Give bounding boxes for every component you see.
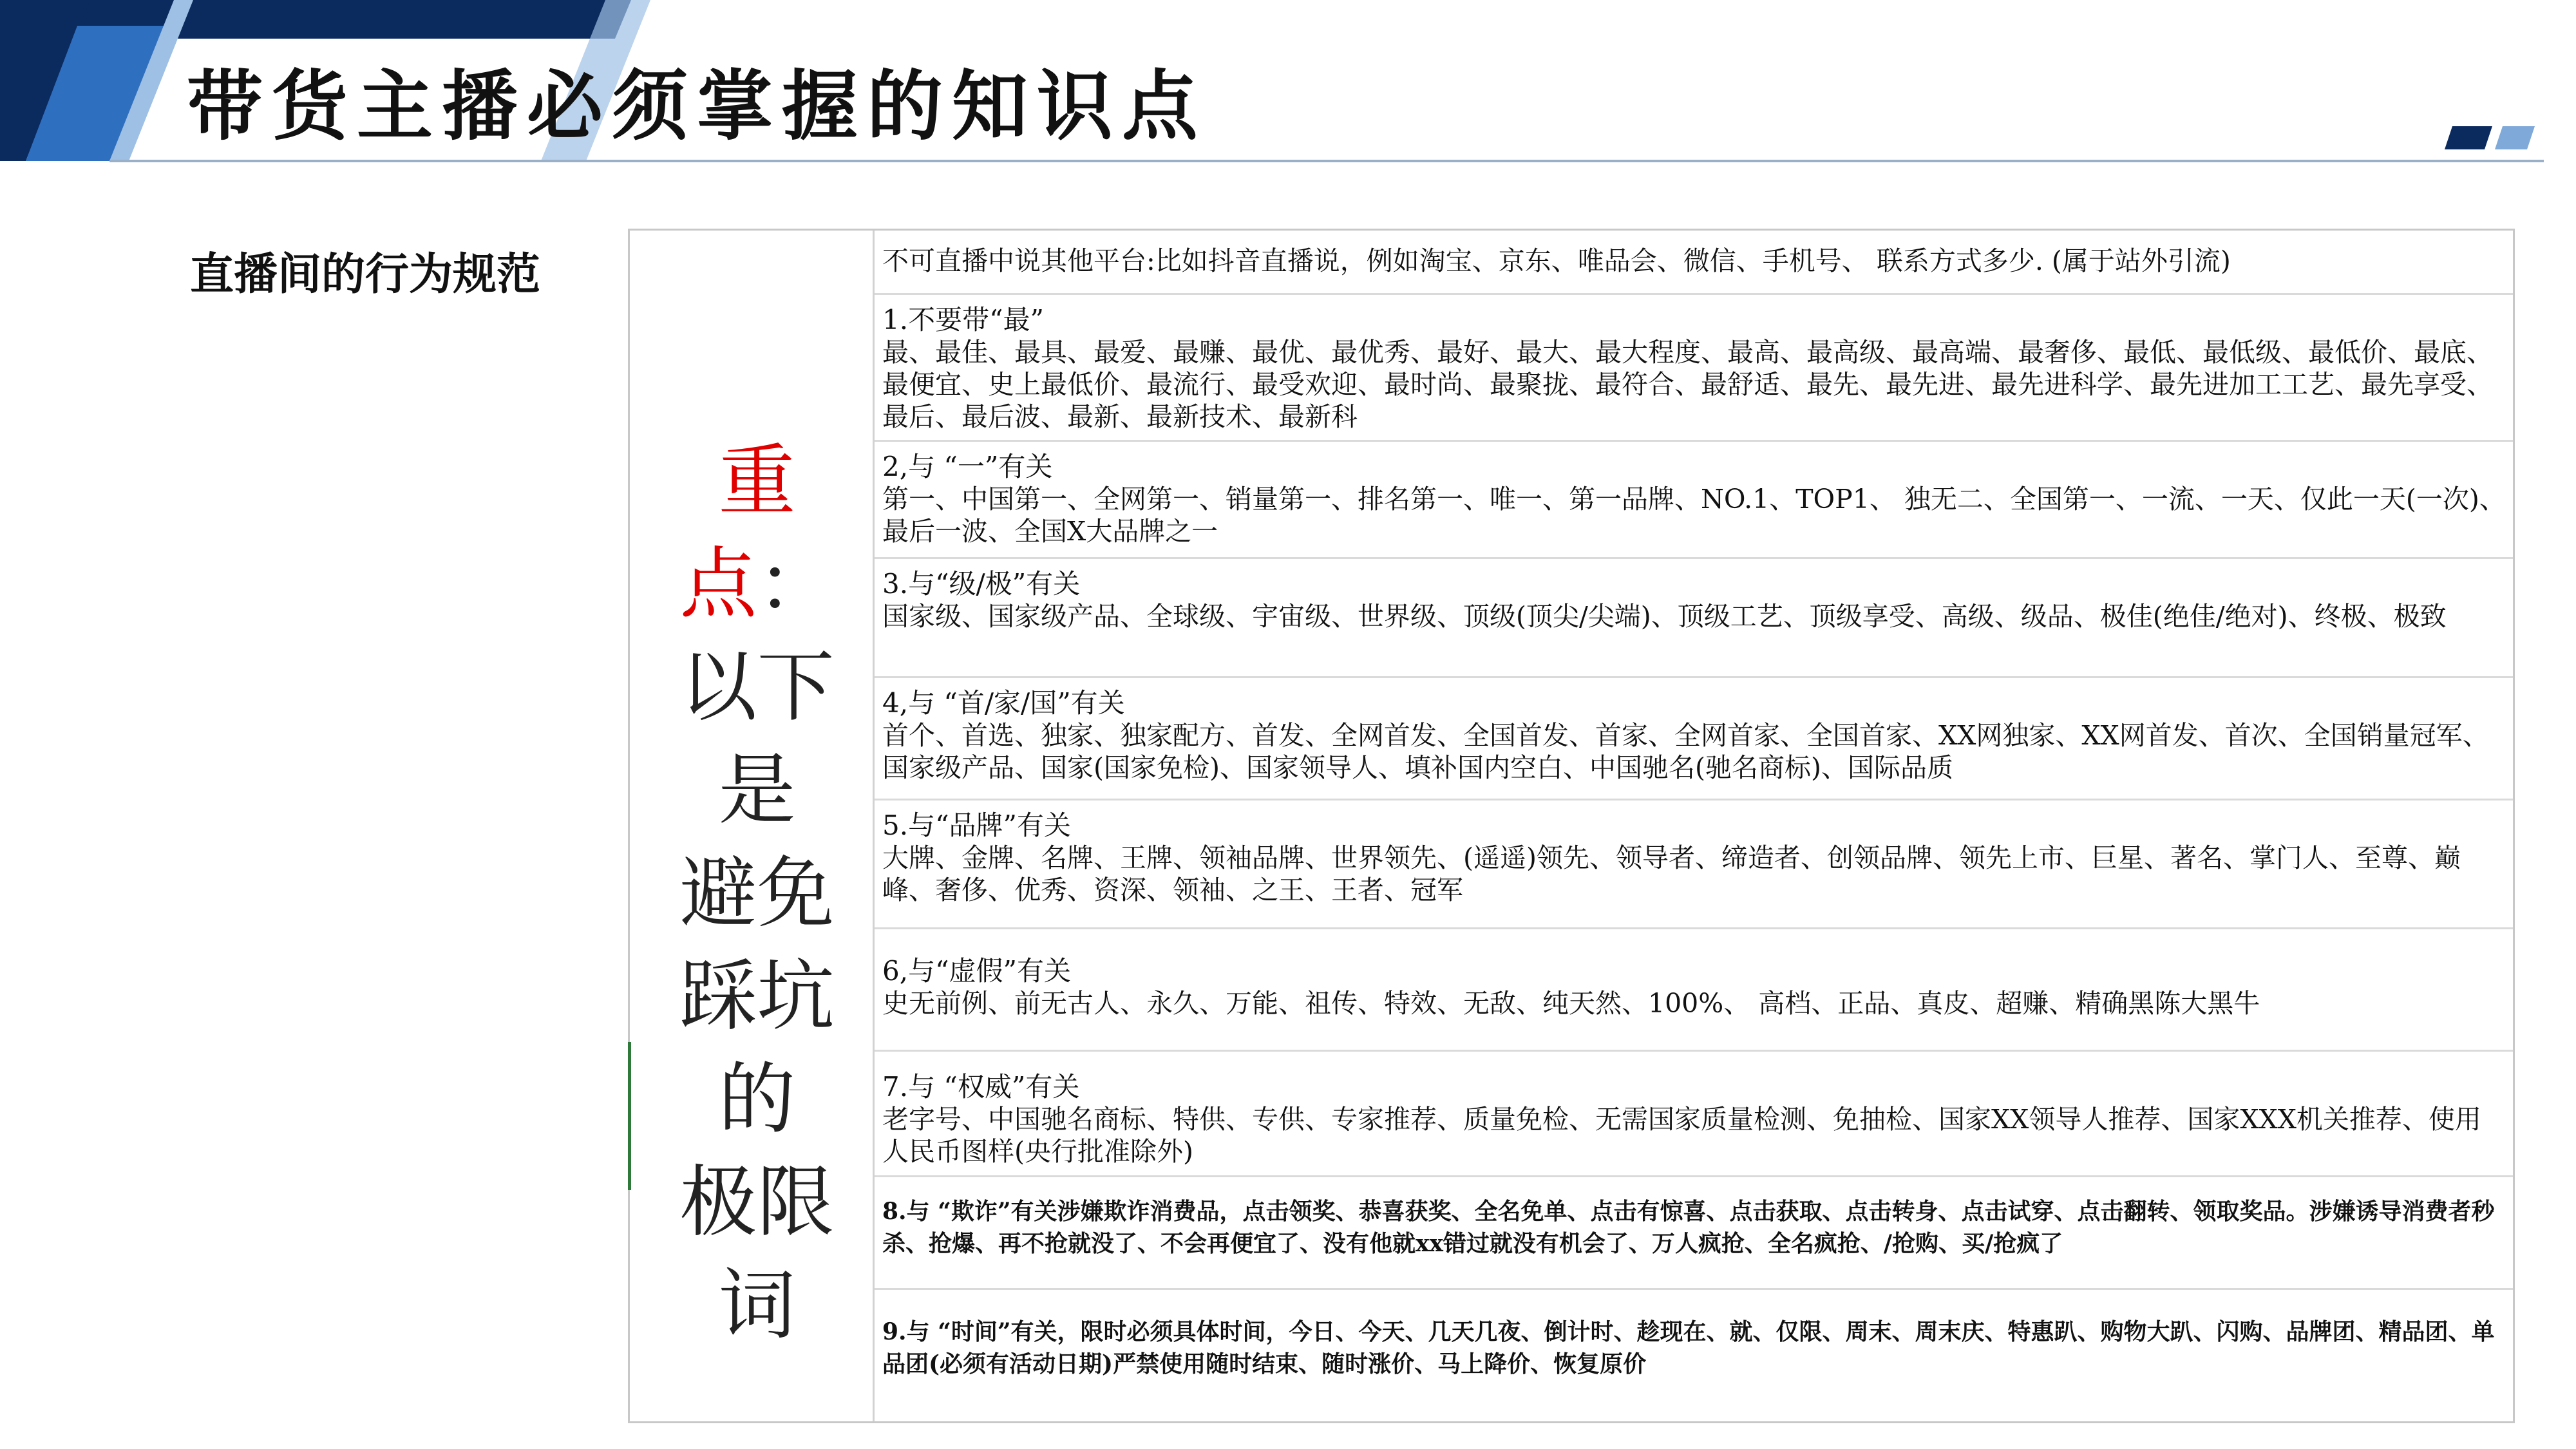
rule-title: 6,与“虚假”有关 <box>882 955 1072 987</box>
note-line: 以下 <box>679 643 835 732</box>
left-note-column <box>630 231 875 1421</box>
rule-title: 7.与 “权威”有关 <box>882 1071 1080 1103</box>
green-marker <box>628 1042 631 1190</box>
rule-row <box>875 559 2513 678</box>
rule-body: 不可直播中说其他平台:比如抖音直播说，例如淘宝、京东、唯品会、微信、手机号、 联系方式多少. (属于站外引流) <box>882 245 2231 276</box>
rule-title: 4,与 “首/家/国”有关 <box>882 687 1125 719</box>
rule-title: 5.与“品牌”有关 <box>882 810 1072 841</box>
rule-body: 第一、中国第一、全网第一、销量第一、排名第一、唯一、第一品牌、NO.1、TOP1、 独无二、全国第一、一流、一天、仅此一天(一次)、最后一波、全国X大品牌之一 <box>882 484 2506 547</box>
emphasis-heading <box>646 430 868 636</box>
rule-body: 老字号、中国驰名商标、特供、专供、专家推荐、质量免检、无需国家质量检测、免抽检、国家XX领导人推荐、国家XXX机关推荐、使用人民币图样(央行批准除外) <box>882 1104 2481 1167</box>
note-line: 词 <box>718 1261 796 1350</box>
note-line: 踩坑 <box>679 952 835 1041</box>
emphasis-note <box>646 430 868 1358</box>
corner-accent-icon <box>2441 124 2537 152</box>
rule-body: 大牌、金牌、名牌、王牌、领袖品牌、世界领先、(遥遥)领先、领导者、缔造者、创领品牌、领先上市、巨星、著名、掌门人、至尊、巅峰、奢侈、优秀、资深、领袖、之王、王者、冠军 <box>882 842 2461 905</box>
rule-row <box>875 1052 2513 1177</box>
rule-body: 史无前例、前无古人、永久、万能、祖传、特效、无敌、纯天然、100%、 高档、正品、真皮、超赚、精确黑陈大黑牛 <box>882 988 2260 1019</box>
rule-row <box>875 800 2513 929</box>
note-line: 避免 <box>679 849 835 938</box>
rule-body: 8.与 “欺诈”有关涉嫌欺诈消费品，点击领奖、恭喜获奖、全名免单、点击有惊喜、点击获取、点击转身、点击试穿、点击翻转、领取奖品。涉嫌诱导消费者秒杀、抢爆、再不抢就没了、不会再便宜了、没有他就xx错过就没有机会了、万人疯抢、全名疯抢、/抢购、买/抢疯了 <box>882 1198 2495 1257</box>
rule-body: 最、最佳、最具、最爱、最赚、最优、最优秀、最好、最大、最大程度、最高、最高级、最高端、最奢侈、最低、最低级、最低价、最底、最便宜、史上最低价、最流行、最受欢迎、最时尚、最聚拢、最符合、最舒适、最先、最先进、最先进科学、最先进加工工艺、最先享受、最后、最后波、最新、最新技术、最新科 <box>882 337 2493 432</box>
rule-row <box>875 231 2513 295</box>
rule-body: 9.与 “时间”有关，限时必须具体时间，今日、今天、几天几夜、倒计时、趁现在、就、仅限、周末、周末庆、特惠趴、购物大趴、闪购、品牌团、精品团、单品团(必须有活动日期)严禁使用随时结束、随时涨价、马上降价、恢复原价 <box>882 1318 2495 1378</box>
rule-title: 3.与“级/极”有关 <box>882 568 1081 600</box>
rule-title: 2,与 “一”有关 <box>882 451 1053 482</box>
page-title: 带货主播必须掌握的知识点 <box>187 62 1208 151</box>
emphasis-colon: ： <box>757 540 835 629</box>
note-line: 是 <box>718 746 796 835</box>
rule-title: 1.不要带“最” <box>882 304 1045 336</box>
rule-body: 首个、首选、独家、独家配方、首发、全网首发、全国首发、首家、全网首家、全国首家、XX网独家、XX网首发、首次、全国销量冠军、国家级产品、国家(国家免检)、国家领导人、填补国内空白、中国驰名(驰名商标)、国际品质 <box>882 720 2489 783</box>
rule-row <box>875 678 2513 800</box>
rule-row <box>875 295 2513 442</box>
header-divider <box>109 160 2544 162</box>
emphasis-word: 重点 <box>679 437 796 629</box>
rule-row <box>875 929 2513 1052</box>
section-label: 直播间的行为规范 <box>190 249 541 300</box>
rule-body: 国家级、国家级产品、全球级、宇宙级、世界级、顶级(顶尖/尖端)、顶级工艺、顶级享受、高级、级品、极佳(绝佳/绝对)、终极、极致 <box>882 601 2447 632</box>
note-line: 的 <box>718 1055 796 1144</box>
rule-row <box>875 1177 2513 1290</box>
rule-row <box>875 442 2513 559</box>
rule-row <box>875 1290 2513 1421</box>
note-line: 极限 <box>679 1158 835 1247</box>
rules-table <box>628 229 2515 1423</box>
